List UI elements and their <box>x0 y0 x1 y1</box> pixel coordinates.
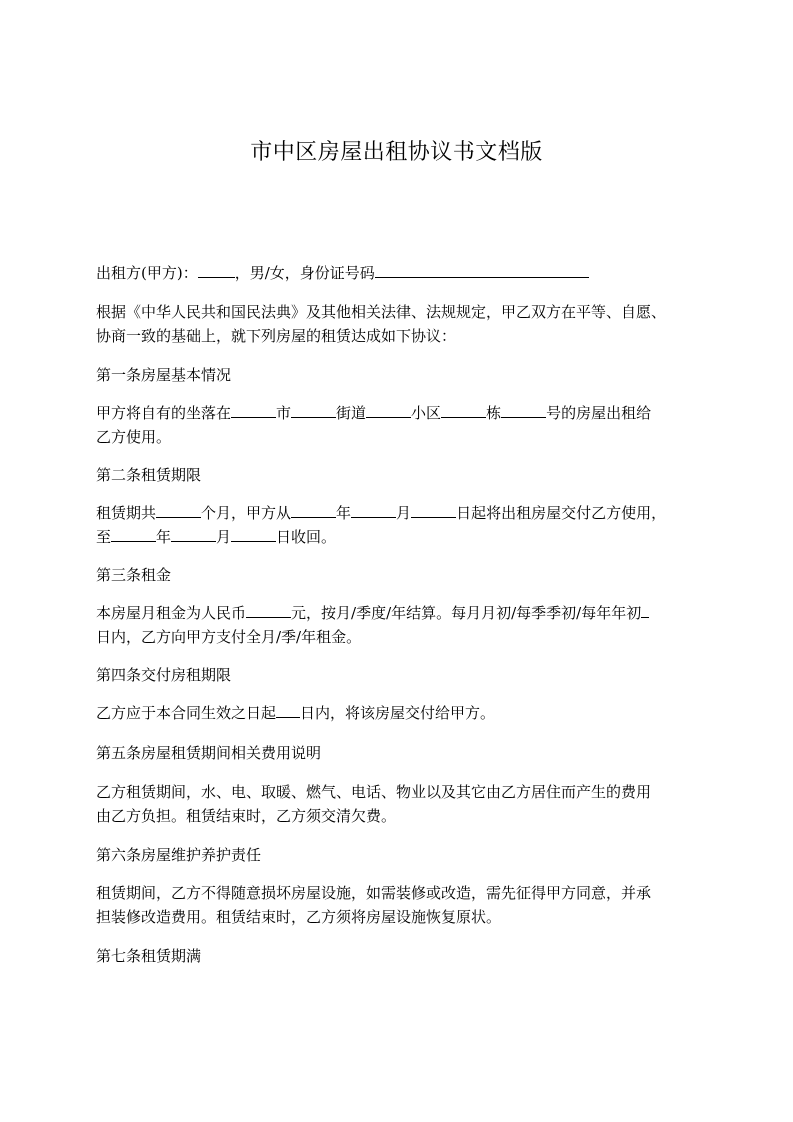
article-3-body-line-2: 日内，乙方向甲方支付全月/季/年租金。 <box>96 628 362 646</box>
article-1-body-line-1 <box>96 401 701 425</box>
start-day-blank <box>411 501 456 518</box>
end-day-blank <box>231 525 276 542</box>
article-6-heading-text: 第六条房屋维护养护责任 <box>96 846 262 864</box>
city-blank <box>231 401 276 418</box>
text-end-month: 月 <box>216 528 232 546</box>
text-community: 小区 <box>411 404 442 422</box>
article-1-heading-text: 第一条房屋基本情况 <box>96 366 232 384</box>
article-3-heading <box>96 563 701 587</box>
party-a-name-blank <box>198 261 235 278</box>
article-2-body <box>96 501 701 549</box>
term-months-blank <box>156 501 201 518</box>
article-2-heading <box>96 463 701 487</box>
delivery-days-blank <box>276 701 300 718</box>
article-6-heading <box>96 843 701 867</box>
article-2-heading-text: 第二条租赁期限 <box>96 466 202 484</box>
text-term-prefix: 租赁期共 <box>96 504 157 522</box>
party-a-gender-id-label: ，男/女，身份证号码 <box>234 264 375 282</box>
start-year-blank <box>291 501 336 518</box>
article-5-heading <box>96 741 701 765</box>
text-rent-prefix: 本房屋月租金为人民币 <box>96 604 247 622</box>
end-month-blank <box>171 525 216 542</box>
text-location-prefix: 甲方将自有的坐落在 <box>96 404 232 422</box>
article-5-heading-text: 第五条房屋租赁期间相关费用说明 <box>96 744 322 762</box>
article-6-body-line-2: 担装修改造费用。租赁结束时，乙方须将房屋设施恢复原状。 <box>96 908 502 926</box>
article-5-body-line-1: 乙方租赁期间，水、电、取暖、燃气、电话、物业以及其它由乙方居住而产生的费用 <box>96 783 652 801</box>
article-5-body <box>96 780 701 828</box>
intro-line-1: 根据《中华人民共和国民法典》及其他相关法律、法规规定，甲乙双方在平等、自愿、 <box>96 303 667 321</box>
text-rent-terms: 元，按月/季度/年结算。每月月初/每季季初/每年年初 <box>291 604 642 622</box>
text-term-from: 个月，甲方从 <box>201 504 292 522</box>
community-blank <box>366 401 411 418</box>
article-2-body-line-1 <box>96 501 701 525</box>
party-a-label: 出租方(甲方)： <box>96 264 198 282</box>
payment-days-blank <box>641 601 649 618</box>
article-4-body <box>96 701 701 725</box>
end-year-blank <box>111 525 156 542</box>
text-start-year: 年 <box>336 504 352 522</box>
text-end-day: 日收回。 <box>276 528 337 546</box>
article-6-body-line-1: 租赁期间，乙方不得随意损坏房屋设施，如需装修或改造，需先征得甲方同意，并承 <box>96 884 652 902</box>
article-6-body <box>96 881 701 929</box>
intro-line-2: 协商一致的基础上，就下列房屋的租赁达成如下协议： <box>96 327 457 345</box>
street-blank <box>291 401 336 418</box>
article-3-body <box>96 601 701 649</box>
text-delivery-prefix: 乙方应于本合同生效之日起 <box>96 704 277 722</box>
article-1-heading <box>96 363 701 387</box>
text-end-year: 年 <box>156 528 172 546</box>
document-title: 市中区房屋出租协议书文档版 <box>250 140 543 165</box>
id-number-blank <box>375 261 589 278</box>
party-a-line-text <box>96 261 701 285</box>
text-until: 至 <box>96 528 112 546</box>
article-2-body-line-2 <box>96 525 701 549</box>
article-3-body-line-1 <box>96 601 701 625</box>
article-4-heading <box>96 663 701 687</box>
article-1-body <box>96 401 701 449</box>
party-a-line <box>96 261 701 285</box>
article-5-body-line-2: 由乙方负担。租赁结束时，乙方须交清欠费。 <box>96 807 397 825</box>
rent-amount-blank <box>246 601 291 618</box>
article-4-heading-text: 第四条交付房租期限 <box>96 666 232 684</box>
article-4-body-line-1 <box>96 701 701 725</box>
article-3-heading-text: 第三条租金 <box>96 566 172 584</box>
building-blank <box>441 401 486 418</box>
text-street: 街道 <box>336 404 367 422</box>
article-7-heading <box>96 944 701 968</box>
text-building: 栋 <box>486 404 502 422</box>
text-start-day: 日起将出租房屋交付乙方使用， <box>456 504 667 522</box>
text-city: 市 <box>276 404 292 422</box>
article-1-body-line-2: 乙方使用。 <box>96 428 172 446</box>
start-month-blank <box>351 501 396 518</box>
article-7-heading-text: 第七条租赁期满 <box>96 947 202 965</box>
text-delivery-suffix: 日内，将该房屋交付给甲方。 <box>300 704 496 722</box>
text-start-month: 月 <box>396 504 412 522</box>
text-number-suffix: 号的房屋出租给 <box>546 404 652 422</box>
intro-paragraph <box>96 300 701 348</box>
number-blank <box>501 401 546 418</box>
